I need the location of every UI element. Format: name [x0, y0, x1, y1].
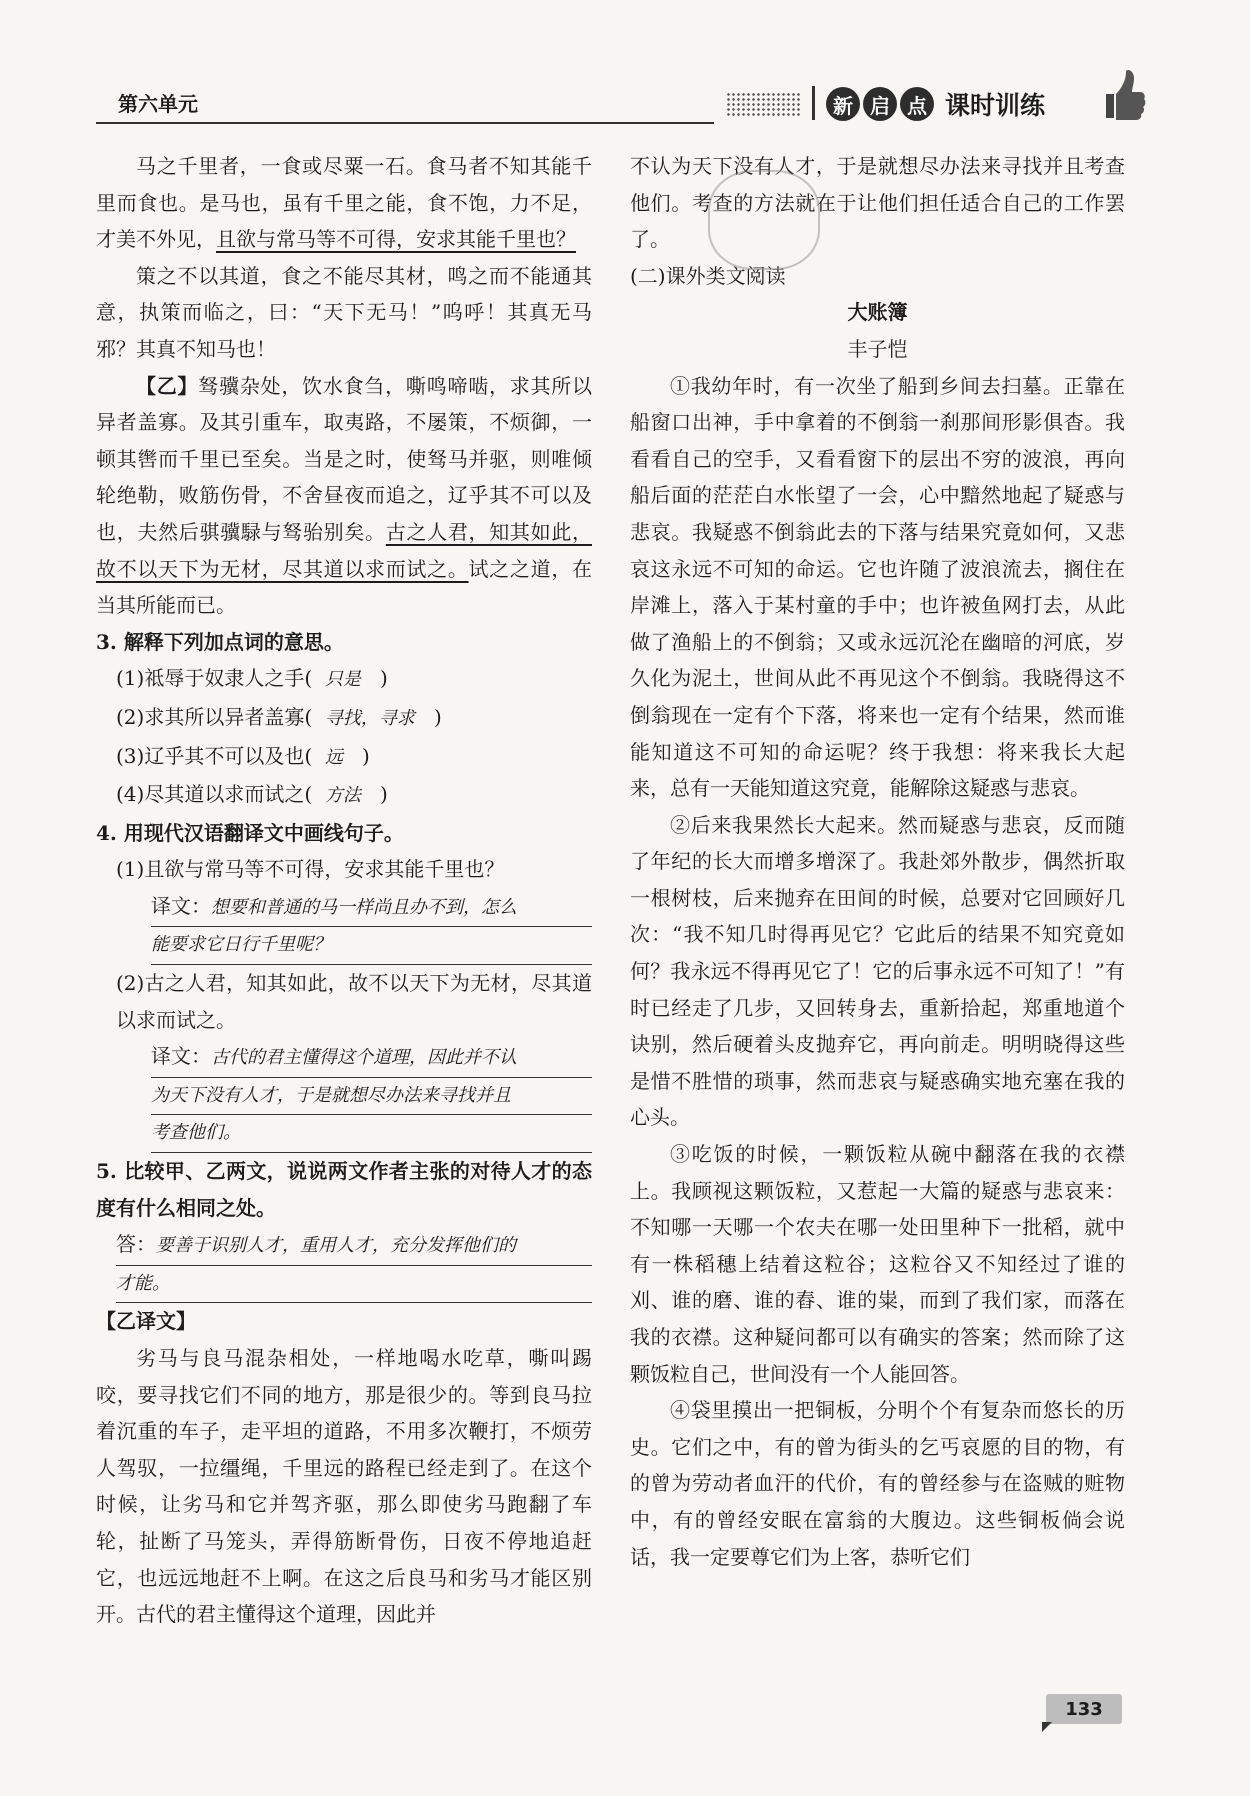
- section-heading: (二)课外类文阅读: [630, 263, 786, 288]
- logo-char-3: 点: [900, 87, 934, 121]
- essay-paragraph-1: ①我幼年时，有一次坐了船到乡间去扫墓。正靠在船窗口出神，手中拿着的不倒翁一刹那间形影俱杳。我看看自己的空手，又看看窗下的层出不穷的波浪，再向船后面的茫茫白水怅望了一会，心中黯然地起了疑惑与悲哀。我疑惑不倒翁此去的下落与结果究竟如何，又悲哀这永远不可知的命运。它也许随了波浪流去，搁住在岸滩上，落入于某村童的手中；也许被鱼网打去，从此做了渔船上的不倒翁；又或永远沉沦在幽暗的河底，岁久化为泥土，世间从此不再见这个不倒翁。我晓得这不倒翁现在一定有个下落，将来也一定有个结果，然而谁能知道这不可知的命运呢？终于我想：将来我长大起来，总有一天能知道这究竟，能解除这疑惑与悲哀。: [630, 373, 1125, 801]
- essay-paragraph-4: ④袋里摸出一把铜板，分明个个有复杂而悠长的历史。它们之中，有的曾为街头的乞丐哀愿的目的物，有的曾为劳动者血汗的代价，有的曾经参与在盗贼的赃物中，有的曾经安眠在富翁的大腹边。这些铜板倘会说话，我一定要尊它们为上客，恭听它们: [630, 1398, 1125, 1569]
- question-3: 3. 解释下列加点词的意思。: [96, 629, 344, 654]
- left-column: [96, 148, 592, 1633]
- faint-stamp: [708, 170, 820, 270]
- q3-item-3: (3)辽乎其不可以及也( 远 ): [116, 743, 370, 768]
- translation-title: 【乙译文】: [96, 1309, 196, 1334]
- header-rule: [96, 122, 714, 124]
- classic-passage-p2: 策之不以其道，食之不能尽其材，鸣之而不能通其意，执策而临之，曰：“天下无马！”呜呼！其真无马邪？其真不知马也！: [96, 263, 592, 361]
- essay-title: 大账簿: [847, 300, 908, 325]
- essay-paragraph-3: ③吃饭的时候，一颗饭粒从碗中翻落在我的衣襟上。我顾视这颗饭粒，又惹起一大篇的疑惑与悲哀来：不知哪一天哪一个农夫在哪一处田里种下一批稻，就中有一株稻穗上结着这粒谷；这粒谷又不知经过了谁的刈、谁的磨、谁的舂、谁的粜，而到了我们家，而落在我的衣襟。这种疑问都可以有确实的答案；然而除了这颗饭粒自己，世间没有一个人能回答。: [630, 1142, 1125, 1386]
- question-4: 4. 用现代汉语翻译文中画线句子。: [96, 820, 404, 845]
- translation-continued: 不认为天下没有人才，于是就想尽办法来寻找并且考查他们。考查的方法就在于让他们担任适合自己的工作罢了。: [630, 154, 1125, 252]
- essay-paragraph-2: ②后来我果然长大起来。然而疑惑与悲哀，反而随了年纪的长大而增多增深了。我赴郊外散步，偶然折取一根树枝，后来抛弃在田间的时候，总要对它回顾好几次：“我不知几时得再见它？它此后的结果不知究竟如何？我永远不得再见它了！它的后事永远不可知了！”有时已经走了几步，又回转身去，重新拾起，郑重地道个诀别，然后硬着头皮抛弃它，再向前走。明明晓得这些是惜不胜惜的琐事，然而悲哀与疑惑确实地充塞在我的心头。: [630, 812, 1125, 1130]
- unit-label: 第六单元: [118, 92, 198, 116]
- passage-yi: 【乙】驽骥杂处，饮水食刍，嘶鸣啼啮，求其所以异者盖寡。及其引重车，取夷路，不屡策，不烦御，一顿其辔而千里已至矣。当是之时，使驽马并驱，则唯倾轮绝勒，败筋伤骨，不舍昼夜而追之，辽乎其不可以及也，夫然后骐骥騄与驽骀别矣。古之人君，知其如此，故不以天下为无材，尽其道以求而试之。试之之道，在当其所能而已。: [96, 373, 593, 618]
- logo-char-2: 启: [863, 87, 897, 121]
- q4-item-2: (2)古之人君，知其如此，故不以天下为无材，尽其道以求而试之。: [116, 971, 592, 1032]
- essay-author: 丰子恺: [847, 336, 908, 361]
- header-dots: [726, 92, 802, 118]
- logo-char-1: 新: [826, 87, 860, 121]
- page-number: 133: [1046, 1694, 1122, 1724]
- q3-item-4: (4)尽其道以求而试之( 方法 ): [116, 782, 388, 807]
- right-column: [630, 148, 1125, 1575]
- q5-answer: 答：要善于识别人才，重用人才，充分发挥他们的 才能。: [96, 1226, 592, 1303]
- q3-item-1: (1)祗辱于奴隶人之手( 只是 ): [116, 666, 388, 691]
- thumbs-up-icon: [1096, 66, 1146, 124]
- q4-item-1: (1)且欲与常马等不可得，安求其能千里也？: [116, 857, 505, 882]
- question-5: 5. 比较甲、乙两文，说说两文作者主张的对待人才的态度有什么相同之处。: [96, 1159, 592, 1220]
- q4-2-translation: 译文：古代的君主懂得这个道理，因此并不认 为天下没有人才，于是就想尽办法来寻找并且 考查他们。: [96, 1038, 592, 1153]
- translation-body: 劣马与良马混杂相处，一样地喝水吃草，嘶叫踢咬，要寻找它们不同的地方，那是很少的。等到良马拉着沉重的车子，走平坦的道路，不用多次鞭打，不烦劳人驾驭，一拉缰绳，千里远的路程已经走到了。在这个时候，让劣马和它并驾齐驱，那么即使劣马跑翻了车轮，扯断了马笼头，弄得筋断骨伤，日夜不停地追赶它，也远远地赶不上啊。在这之后良马和劣马才能区别开。古代的君主懂得这个道理，因此并: [96, 1346, 592, 1627]
- brand-logo: [826, 86, 1045, 122]
- q3-item-2: (2)求其所以异者盖寡( 寻找，寻求 ): [116, 704, 442, 729]
- logo-text: 课时训练: [945, 91, 1046, 120]
- page-header: [96, 84, 1156, 126]
- q4-1-translation: 译文：想要和普通的马一样尚且办不到，怎么 能要求它日行千里呢？: [96, 888, 592, 965]
- header-divider: [812, 86, 815, 120]
- classic-passage-p1: 马之千里者，一食或尽粟一石。食马者不知其能千里而食也。是马也，虽有千里之能，食不饱，力不足，才美不外见，且欲与常马等不可得，安求其能千里也？: [96, 154, 592, 252]
